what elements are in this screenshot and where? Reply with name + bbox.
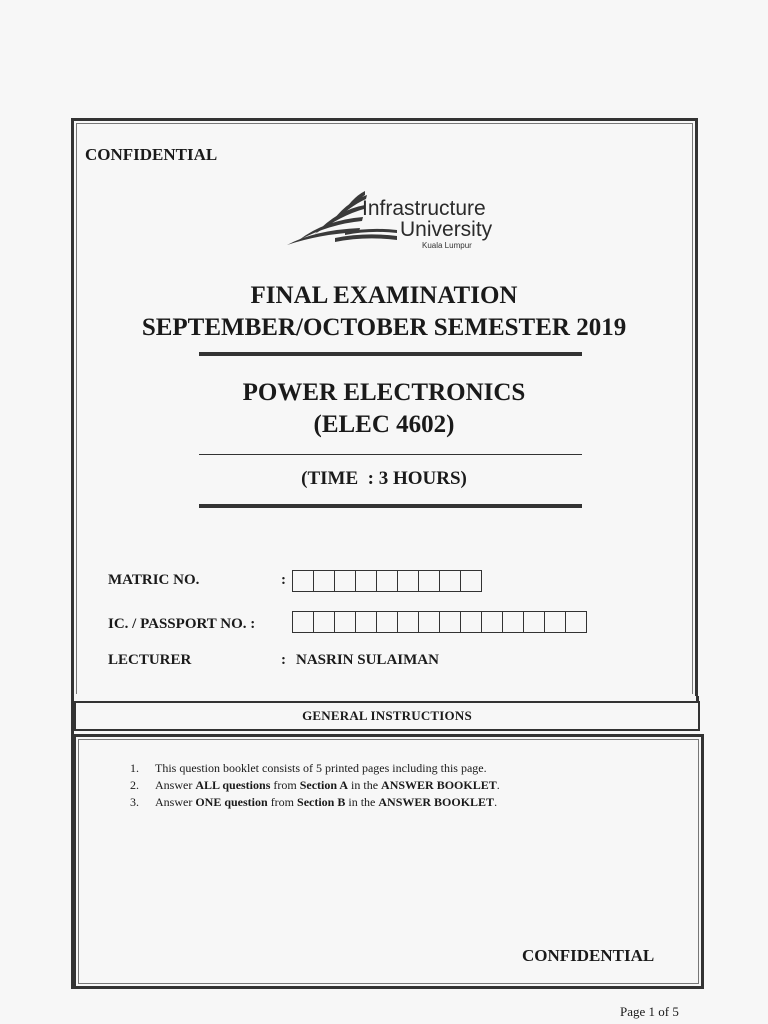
input-cell[interactable]: [418, 611, 440, 633]
input-cell[interactable]: [376, 570, 398, 592]
instruction-text-run: ANSWER BOOKLET: [381, 778, 497, 792]
passport-number-boxes[interactable]: [292, 611, 586, 633]
instruction-item: [130, 777, 500, 794]
instruction-text-run: .: [496, 778, 500, 792]
exam-title: FINAL EXAMINATION: [250, 282, 518, 309]
instruction-text-run: Section A: [299, 778, 349, 792]
input-cell[interactable]: [355, 611, 377, 633]
input-cell[interactable]: [565, 611, 587, 633]
logo-text-university: University: [400, 218, 493, 241]
instruction-text-run: from: [270, 778, 300, 792]
input-cell[interactable]: [523, 611, 545, 633]
input-cell[interactable]: [460, 570, 482, 592]
divider-rule: [199, 352, 582, 356]
instruction-text: [155, 760, 487, 777]
instruction-text-run: Answer: [155, 795, 196, 809]
input-cell[interactable]: [376, 611, 398, 633]
instruction-number: 1.: [130, 761, 139, 775]
input-cell[interactable]: [544, 611, 566, 633]
input-cell[interactable]: [502, 611, 524, 633]
lecturer-colon: :: [281, 652, 286, 668]
instruction-text-run: ANSWER BOOKLET: [378, 795, 495, 809]
input-cell[interactable]: [334, 570, 356, 592]
input-cell[interactable]: [439, 611, 461, 633]
logo-text-infrastructure: Infrastructure: [362, 197, 486, 220]
matric-label: MATRIC NO.: [108, 572, 200, 588]
course-name: POWER ELECTRONICS: [242, 379, 526, 406]
input-cell[interactable]: [397, 611, 419, 633]
instruction-number: 3.: [130, 795, 139, 809]
general-instructions-heading: GENERAL INSTRUCTIONS: [74, 701, 700, 731]
input-cell[interactable]: [355, 570, 377, 592]
matric-colon: :: [281, 572, 286, 588]
passport-label: IC. / PASSPORT NO. :: [108, 616, 256, 632]
instructions-list: [130, 760, 500, 811]
instruction-text-run: ALL questions: [195, 778, 271, 792]
lecturer-name: NASRIN SULAIMAN: [296, 652, 439, 668]
confidential-label-top: CONFIDENTIAL: [85, 145, 218, 164]
matric-number-boxes[interactable]: [292, 570, 481, 592]
instruction-text-run: Section B: [297, 795, 346, 809]
exam-semester: SEPTEMBER/OCTOBER SEMESTER 2019: [141, 314, 627, 341]
exam-duration: (TIME : 3 HOURS): [301, 468, 467, 489]
divider-rule: [199, 454, 582, 455]
instruction-number: 2.: [130, 778, 139, 792]
course-code: (ELEC 4602): [313, 411, 455, 438]
instruction-text-run: ONE question: [195, 795, 268, 809]
input-cell[interactable]: [418, 570, 440, 592]
input-cell[interactable]: [313, 611, 335, 633]
instruction-text-run: in the: [345, 795, 379, 809]
input-cell[interactable]: [292, 570, 314, 592]
instruction-item: [130, 794, 500, 811]
instruction-text-run: from: [267, 795, 298, 809]
divider-rule: [199, 504, 582, 508]
input-cell[interactable]: [313, 570, 335, 592]
input-cell[interactable]: [481, 611, 503, 633]
input-cell[interactable]: [334, 611, 356, 633]
instruction-text-run: .: [494, 795, 498, 809]
input-cell[interactable]: [460, 611, 482, 633]
instruction-item: [130, 760, 500, 777]
instruction-text-run: in the: [348, 778, 382, 792]
lecturer-label: LECTURER: [108, 652, 192, 668]
input-cell[interactable]: [292, 611, 314, 633]
confidential-label-bottom: CONFIDENTIAL: [522, 946, 655, 965]
logo-text-location: Kuala Lumpur: [422, 241, 472, 250]
instruction-text-run: This question booklet consists of 5 printed pages including this page.: [155, 761, 487, 775]
instruction-text: [155, 794, 497, 811]
instruction-text-run: Answer: [155, 778, 196, 792]
page-number: Page 1 of 5: [620, 1004, 679, 1019]
input-cell[interactable]: [397, 570, 419, 592]
input-cell[interactable]: [439, 570, 461, 592]
instruction-text: [155, 777, 500, 794]
